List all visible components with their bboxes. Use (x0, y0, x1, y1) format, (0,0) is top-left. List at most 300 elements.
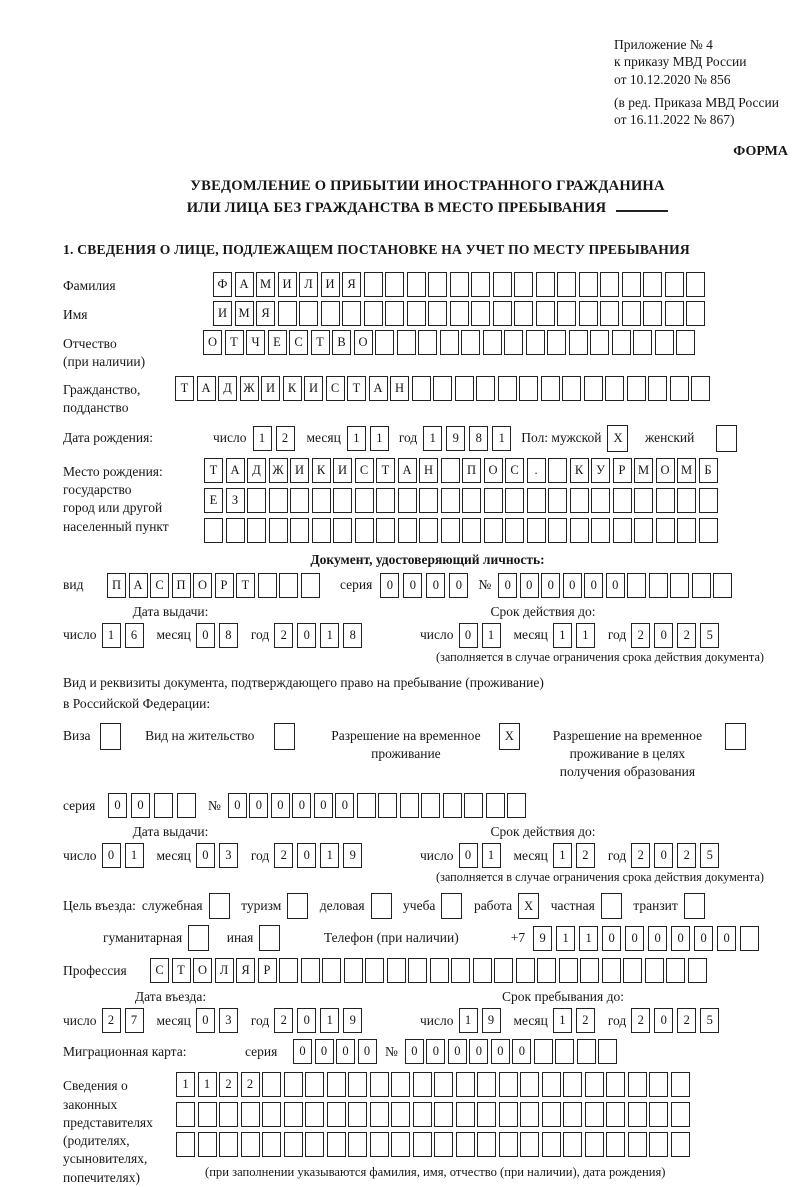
char-cell[interactable] (204, 518, 223, 543)
char-cell[interactable]: 0 (654, 1008, 673, 1033)
char-cell[interactable]: Б (699, 458, 718, 483)
char-cell[interactable]: 1 (553, 623, 572, 648)
char-cell[interactable] (421, 793, 440, 818)
char-cell[interactable] (612, 330, 631, 355)
char-cell[interactable] (387, 958, 406, 983)
char-cell[interactable]: К (570, 458, 589, 483)
char-cell[interactable] (370, 1132, 389, 1157)
char-cell[interactable] (269, 518, 288, 543)
char-cell[interactable]: 9 (533, 926, 552, 951)
char-cell[interactable]: 1 (347, 426, 366, 451)
char-cell[interactable]: Т (172, 958, 191, 983)
char-cell[interactable]: 0 (336, 1039, 355, 1064)
char-cell[interactable]: С (150, 573, 169, 598)
char-cell[interactable]: 2 (677, 1008, 696, 1033)
char-cell[interactable] (430, 958, 449, 983)
char-cell[interactable] (494, 958, 513, 983)
char-cell[interactable]: 0 (469, 1039, 488, 1064)
char-cell[interactable] (344, 958, 363, 983)
char-cell[interactable] (505, 518, 524, 543)
char-cell[interactable] (198, 1132, 217, 1157)
char-cell[interactable] (656, 518, 675, 543)
char-cell[interactable] (606, 1102, 625, 1127)
char-cell[interactable]: 2 (576, 1008, 595, 1033)
char-cell[interactable] (584, 376, 603, 401)
char-cell[interactable] (284, 1132, 303, 1157)
char-cell[interactable]: 5 (700, 623, 719, 648)
char-cell[interactable] (348, 1102, 367, 1127)
char-cell[interactable] (665, 272, 684, 297)
char-cell[interactable] (666, 958, 685, 983)
char-cell[interactable] (407, 301, 426, 326)
char-cell[interactable]: О (484, 458, 503, 483)
char-cell[interactable] (241, 1102, 260, 1127)
char-cell[interactable]: Ж (269, 458, 288, 483)
char-cell[interactable]: 0 (512, 1039, 531, 1064)
char-cell[interactable]: М (235, 301, 254, 326)
char-cell[interactable] (258, 573, 277, 598)
char-cell[interactable]: 0 (426, 573, 445, 598)
char-cell[interactable]: Л (299, 272, 318, 297)
char-cell[interactable] (262, 1072, 281, 1097)
char-cell[interactable] (370, 1072, 389, 1097)
char-cell[interactable]: 0 (297, 843, 316, 868)
char-cell[interactable]: 1 (482, 843, 501, 868)
char-cell[interactable] (676, 330, 695, 355)
char-cell[interactable] (559, 958, 578, 983)
char-cell[interactable]: 0 (358, 1039, 377, 1064)
char-cell[interactable] (628, 1072, 647, 1097)
char-cell[interactable]: 0 (498, 573, 517, 598)
char-cell[interactable] (327, 1132, 346, 1157)
char-cell[interactable] (570, 518, 589, 543)
char-cell[interactable]: Н (390, 376, 409, 401)
char-cell[interactable] (100, 723, 121, 750)
char-cell[interactable] (606, 1132, 625, 1157)
char-cell[interactable] (378, 793, 397, 818)
char-cell[interactable] (290, 518, 309, 543)
char-cell[interactable]: 1 (320, 843, 339, 868)
char-cell[interactable]: 0 (403, 573, 422, 598)
char-cell[interactable]: 0 (606, 573, 625, 598)
char-cell[interactable] (473, 958, 492, 983)
char-cell[interactable]: Я (256, 301, 275, 326)
char-cell[interactable] (483, 330, 502, 355)
char-cell[interactable] (671, 1102, 690, 1127)
char-cell[interactable] (477, 1072, 496, 1097)
char-cell[interactable] (493, 272, 512, 297)
char-cell[interactable] (476, 376, 495, 401)
char-cell[interactable] (591, 518, 610, 543)
char-cell[interactable] (408, 958, 427, 983)
char-cell[interactable]: П (107, 573, 126, 598)
char-cell[interactable] (537, 958, 556, 983)
char-cell[interactable]: 2 (631, 623, 650, 648)
char-cell[interactable]: А (369, 376, 388, 401)
char-cell[interactable] (623, 958, 642, 983)
char-cell[interactable]: И (278, 272, 297, 297)
char-cell[interactable]: И (261, 376, 280, 401)
char-cell[interactable] (333, 488, 352, 513)
char-cell[interactable]: П (462, 458, 481, 483)
char-cell[interactable]: Р (613, 458, 632, 483)
char-cell[interactable]: М (677, 458, 696, 483)
char-cell[interactable]: 0 (654, 623, 673, 648)
char-cell[interactable]: 8 (219, 623, 238, 648)
char-cell[interactable]: 0 (491, 1039, 510, 1064)
char-cell[interactable]: И (321, 272, 340, 297)
char-cell[interactable]: И (304, 376, 323, 401)
char-cell[interactable] (499, 1072, 518, 1097)
char-cell[interactable] (484, 488, 503, 513)
char-cell[interactable]: 6 (125, 623, 144, 648)
char-cell[interactable] (433, 376, 452, 401)
char-cell[interactable] (692, 573, 711, 598)
char-cell[interactable] (649, 1102, 668, 1127)
char-cell[interactable] (526, 330, 545, 355)
char-cell[interactable] (279, 958, 298, 983)
char-cell[interactable] (327, 1072, 346, 1097)
char-cell[interactable] (357, 793, 376, 818)
char-cell[interactable]: 2 (631, 1008, 650, 1033)
char-cell[interactable] (400, 793, 419, 818)
char-cell[interactable]: 1 (423, 426, 442, 451)
char-cell[interactable] (634, 488, 653, 513)
char-cell[interactable] (542, 1132, 561, 1157)
char-cell[interactable]: Я (342, 272, 361, 297)
char-cell[interactable] (520, 1132, 539, 1157)
char-cell[interactable] (579, 272, 598, 297)
char-cell[interactable]: О (354, 330, 373, 355)
char-cell[interactable]: И (290, 458, 309, 483)
char-cell[interactable] (585, 1132, 604, 1157)
char-cell[interactable] (305, 1072, 324, 1097)
char-cell[interactable]: 1 (492, 426, 511, 451)
char-cell[interactable] (563, 1072, 582, 1097)
char-cell[interactable] (188, 925, 209, 951)
char-cell[interactable]: 0 (228, 793, 247, 818)
char-cell[interactable] (579, 301, 598, 326)
char-cell[interactable]: С (505, 458, 524, 483)
char-cell[interactable] (226, 518, 245, 543)
char-cell[interactable] (241, 1132, 260, 1157)
char-cell[interactable] (477, 1132, 496, 1157)
char-cell[interactable] (627, 376, 646, 401)
char-cell[interactable]: 1 (176, 1072, 195, 1097)
char-cell[interactable] (699, 518, 718, 543)
char-cell[interactable]: 2 (677, 623, 696, 648)
char-cell[interactable]: Т (376, 458, 395, 483)
char-cell[interactable] (456, 1132, 475, 1157)
char-cell[interactable]: 0 (335, 793, 354, 818)
char-cell[interactable]: Ф (213, 272, 232, 297)
char-cell[interactable] (514, 301, 533, 326)
char-cell[interactable] (355, 488, 374, 513)
char-cell[interactable] (428, 301, 447, 326)
char-cell[interactable] (450, 272, 469, 297)
char-cell[interactable] (287, 893, 308, 919)
char-cell[interactable]: Т (311, 330, 330, 355)
char-cell[interactable]: 2 (274, 623, 293, 648)
char-cell[interactable]: 0 (196, 1008, 215, 1033)
char-cell[interactable]: Т (225, 330, 244, 355)
char-cell[interactable] (284, 1102, 303, 1127)
char-cell[interactable] (462, 518, 481, 543)
char-cell[interactable] (269, 488, 288, 513)
char-cell[interactable]: 5 (700, 843, 719, 868)
char-cell[interactable]: Е (204, 488, 223, 513)
char-cell[interactable] (365, 958, 384, 983)
char-cell[interactable] (471, 301, 490, 326)
char-cell[interactable] (602, 958, 621, 983)
char-cell[interactable] (622, 301, 641, 326)
char-cell[interactable] (585, 1072, 604, 1097)
char-cell[interactable] (397, 330, 416, 355)
char-cell[interactable] (699, 488, 718, 513)
char-cell[interactable]: Я (236, 958, 255, 983)
char-cell[interactable] (671, 1072, 690, 1097)
char-cell[interactable]: 1 (320, 623, 339, 648)
char-cell[interactable]: 1 (370, 426, 389, 451)
char-cell[interactable] (643, 272, 662, 297)
char-cell[interactable] (312, 518, 331, 543)
char-cell[interactable] (434, 1072, 453, 1097)
char-cell[interactable] (299, 301, 318, 326)
char-cell[interactable]: 0 (297, 1008, 316, 1033)
char-cell[interactable] (628, 1102, 647, 1127)
char-cell[interactable] (461, 330, 480, 355)
char-cell[interactable] (441, 488, 460, 513)
char-cell[interactable] (548, 518, 567, 543)
char-cell[interactable]: 0 (648, 926, 667, 951)
char-cell[interactable]: О (203, 330, 222, 355)
char-cell[interactable] (322, 958, 341, 983)
char-cell[interactable]: 8 (469, 426, 488, 451)
char-cell[interactable]: И (333, 458, 352, 483)
char-cell[interactable] (348, 1132, 367, 1157)
char-cell[interactable] (385, 272, 404, 297)
char-cell[interactable]: 0 (292, 793, 311, 818)
char-cell[interactable] (648, 376, 667, 401)
char-cell[interactable] (284, 1072, 303, 1097)
char-cell[interactable]: 1 (482, 623, 501, 648)
char-cell[interactable] (443, 793, 462, 818)
char-cell[interactable] (434, 1102, 453, 1127)
char-cell[interactable]: А (235, 272, 254, 297)
char-cell[interactable]: X (499, 723, 520, 750)
char-cell[interactable]: 1 (125, 843, 144, 868)
char-cell[interactable]: 2 (677, 843, 696, 868)
char-cell[interactable]: С (326, 376, 345, 401)
char-cell[interactable] (455, 376, 474, 401)
char-cell[interactable] (536, 272, 555, 297)
char-cell[interactable] (450, 301, 469, 326)
char-cell[interactable] (219, 1102, 238, 1127)
char-cell[interactable] (527, 488, 546, 513)
char-cell[interactable] (419, 518, 438, 543)
char-cell[interactable] (364, 272, 383, 297)
char-cell[interactable]: 7 (125, 1008, 144, 1033)
char-cell[interactable] (398, 488, 417, 513)
char-cell[interactable]: Е (268, 330, 287, 355)
char-cell[interactable] (686, 272, 705, 297)
char-cell[interactable] (622, 272, 641, 297)
char-cell[interactable]: . (527, 458, 546, 483)
char-cell[interactable] (440, 330, 459, 355)
char-cell[interactable] (507, 793, 526, 818)
char-cell[interactable] (441, 518, 460, 543)
char-cell[interactable] (321, 301, 340, 326)
char-cell[interactable]: Т (175, 376, 194, 401)
char-cell[interactable] (591, 488, 610, 513)
char-cell[interactable] (456, 1072, 475, 1097)
char-cell[interactable] (176, 1132, 195, 1157)
char-cell[interactable]: О (193, 958, 212, 983)
char-cell[interactable]: 1 (459, 1008, 478, 1033)
char-cell[interactable] (198, 1102, 217, 1127)
char-cell[interactable]: 0 (380, 573, 399, 598)
char-cell[interactable] (375, 330, 394, 355)
char-cell[interactable]: 0 (654, 843, 673, 868)
char-cell[interactable]: 2 (274, 843, 293, 868)
char-cell[interactable] (514, 272, 533, 297)
char-cell[interactable]: 2 (274, 1008, 293, 1033)
char-cell[interactable]: 0 (625, 926, 644, 951)
char-cell[interactable] (499, 1132, 518, 1157)
char-cell[interactable] (688, 958, 707, 983)
char-cell[interactable] (562, 376, 581, 401)
char-cell[interactable] (605, 376, 624, 401)
char-cell[interactable]: 2 (241, 1072, 260, 1097)
char-cell[interactable]: Т (347, 376, 366, 401)
char-cell[interactable] (580, 958, 599, 983)
char-cell[interactable] (677, 488, 696, 513)
char-cell[interactable] (691, 376, 710, 401)
char-cell[interactable]: 0 (297, 623, 316, 648)
char-cell[interactable]: 0 (249, 793, 268, 818)
char-cell[interactable] (301, 958, 320, 983)
char-cell[interactable] (600, 301, 619, 326)
char-cell[interactable] (557, 301, 576, 326)
char-cell[interactable]: М (256, 272, 275, 297)
char-cell[interactable] (371, 893, 392, 919)
char-cell[interactable] (670, 573, 689, 598)
char-cell[interactable] (613, 488, 632, 513)
char-cell[interactable] (519, 376, 538, 401)
char-cell[interactable]: В (332, 330, 351, 355)
char-cell[interactable]: 0 (563, 573, 582, 598)
char-cell[interactable] (305, 1132, 324, 1157)
char-cell[interactable]: С (355, 458, 374, 483)
char-cell[interactable]: 0 (108, 793, 127, 818)
char-cell[interactable] (456, 1102, 475, 1127)
char-cell[interactable]: А (197, 376, 216, 401)
char-cell[interactable] (713, 573, 732, 598)
char-cell[interactable] (477, 1102, 496, 1127)
char-cell[interactable]: 2 (276, 426, 295, 451)
char-cell[interactable] (278, 301, 297, 326)
char-cell[interactable]: Т (204, 458, 223, 483)
char-cell[interactable] (462, 488, 481, 513)
char-cell[interactable]: 0 (459, 623, 478, 648)
char-cell[interactable] (154, 793, 173, 818)
char-cell[interactable]: 1 (320, 1008, 339, 1033)
char-cell[interactable]: 1 (553, 843, 572, 868)
char-cell[interactable] (655, 330, 674, 355)
char-cell[interactable] (312, 488, 331, 513)
char-cell[interactable] (333, 518, 352, 543)
char-cell[interactable]: 9 (343, 1008, 362, 1033)
char-cell[interactable] (441, 458, 460, 483)
char-cell[interactable]: 2 (102, 1008, 121, 1033)
char-cell[interactable] (364, 301, 383, 326)
char-cell[interactable] (412, 376, 431, 401)
char-cell[interactable] (247, 518, 266, 543)
char-cell[interactable]: 0 (196, 623, 215, 648)
char-cell[interactable] (670, 376, 689, 401)
char-cell[interactable] (740, 926, 759, 951)
char-cell[interactable] (686, 301, 705, 326)
char-cell[interactable] (499, 1102, 518, 1127)
char-cell[interactable] (600, 272, 619, 297)
char-cell[interactable] (665, 301, 684, 326)
char-cell[interactable]: Ж (240, 376, 259, 401)
char-cell[interactable] (348, 1072, 367, 1097)
char-cell[interactable] (671, 1132, 690, 1157)
char-cell[interactable] (645, 958, 664, 983)
char-cell[interactable]: С (150, 958, 169, 983)
char-cell[interactable] (305, 1102, 324, 1127)
char-cell[interactable] (627, 573, 646, 598)
char-cell[interactable] (536, 301, 555, 326)
char-cell[interactable] (628, 1132, 647, 1157)
char-cell[interactable] (590, 330, 609, 355)
char-cell[interactable] (413, 1132, 432, 1157)
char-cell[interactable]: 0 (520, 573, 539, 598)
char-cell[interactable] (563, 1132, 582, 1157)
char-cell[interactable]: 8 (343, 623, 362, 648)
char-cell[interactable] (464, 793, 483, 818)
char-cell[interactable]: 1 (102, 623, 121, 648)
char-cell[interactable] (569, 330, 588, 355)
char-cell[interactable]: 0 (293, 1039, 312, 1064)
char-cell[interactable]: О (193, 573, 212, 598)
char-cell[interactable]: Ч (246, 330, 265, 355)
char-cell[interactable] (534, 1039, 553, 1064)
char-cell[interactable]: А (226, 458, 245, 483)
char-cell[interactable] (504, 330, 523, 355)
char-cell[interactable] (643, 301, 662, 326)
char-cell[interactable] (391, 1072, 410, 1097)
char-cell[interactable]: З (226, 488, 245, 513)
char-cell[interactable] (542, 1072, 561, 1097)
char-cell[interactable]: А (398, 458, 417, 483)
char-cell[interactable] (441, 893, 462, 919)
char-cell[interactable]: 0 (271, 793, 290, 818)
char-cell[interactable]: Р (215, 573, 234, 598)
char-cell[interactable] (649, 573, 668, 598)
char-cell[interactable]: И (213, 301, 232, 326)
char-cell[interactable] (677, 518, 696, 543)
char-cell[interactable] (484, 518, 503, 543)
char-cell[interactable] (209, 893, 230, 919)
char-cell[interactable]: К (283, 376, 302, 401)
char-cell[interactable] (498, 376, 517, 401)
char-cell[interactable] (376, 488, 395, 513)
char-cell[interactable]: 0 (102, 843, 121, 868)
char-cell[interactable] (649, 1072, 668, 1097)
char-cell[interactable]: 0 (694, 926, 713, 951)
